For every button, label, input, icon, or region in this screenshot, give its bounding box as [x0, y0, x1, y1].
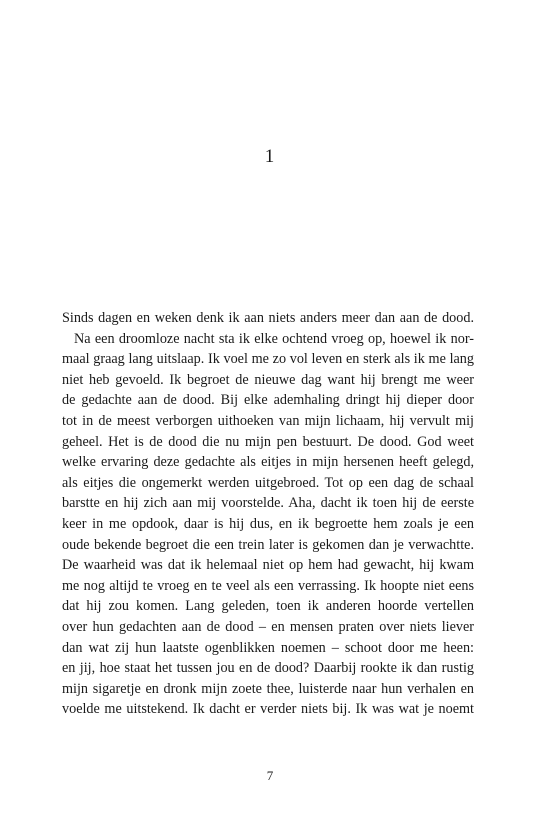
text-line: me nog altijd te vroeg en te veel als een verrassing. Ik hoopte niet eens — [62, 577, 474, 594]
text-line: als eitjes die ongemerkt werden uitgebroed. Tot op een dag de schaal — [62, 474, 474, 491]
text-line: geheel. Het is de dood die nu mijn pen bestuurt. De dood. God weet — [62, 433, 474, 450]
text-line: De waarheid was dat ik helemaal niet op hem had gewacht, hij kwam — [62, 557, 474, 574]
body-text — [62, 308, 474, 720]
text-line: voelde me uitstekend. Ik dacht er verder niets bij. Ik was wat je noemt — [62, 701, 474, 718]
text-line: keer in me opdook, daar is hij dus, en ik begroette hem zoals je een — [62, 515, 474, 532]
text-line: dan wat zij hun laatste ogenblikken noemen – schoot door me heen: — [62, 639, 474, 656]
text-line: over hun gedachten aan de dood – en mensen praten over niets liever — [62, 618, 474, 635]
chapter-number: 1 — [264, 146, 276, 167]
text-line: barstte en hij zich aan mij voorstelde. Aha, dacht ik toen hij de eerste — [62, 495, 474, 512]
page-number: 7 — [266, 768, 274, 783]
text-line: niet heb gevoeld. Ik begroet de nieuwe dag want hij brengt me weer — [62, 371, 474, 388]
text-line: tot in de meest verborgen uithoeken van mijn lichaam, hij vervult mij — [62, 412, 474, 429]
text-line: mijn sigaretje en dronk mijn zoete thee, luisterde naar hun verhalen en — [62, 680, 474, 697]
text-line: en jij, hoe staat het tussen jou en de dood? Daarbij rookte ik dan rustig — [62, 660, 474, 677]
text-line: welke ervaring deze gedachte als eitjes in mijn hersenen heeft gelegd, — [62, 454, 474, 471]
text-line: maal graag lang uitslaap. Ik voel me zo vol leven en sterk als ik me lang — [62, 351, 474, 368]
text-line: de gedachte aan de dood. Bij elke ademhaling dringt hij dieper door — [62, 392, 474, 409]
text-line: dat hij zou komen. Lang geleden, toen ik anderen hoorde vertellen — [62, 598, 474, 615]
text-line: Sinds dagen en weken denk ik aan niets anders meer dan aan de dood. — [62, 310, 474, 326]
text-line: oude bekende begroet die een trein later is gekomen dan je verwachtte. — [62, 536, 474, 553]
text-line: Na een droomloze nacht sta ik elke ochtend vroeg op, hoewel ik nor- — [74, 330, 474, 347]
